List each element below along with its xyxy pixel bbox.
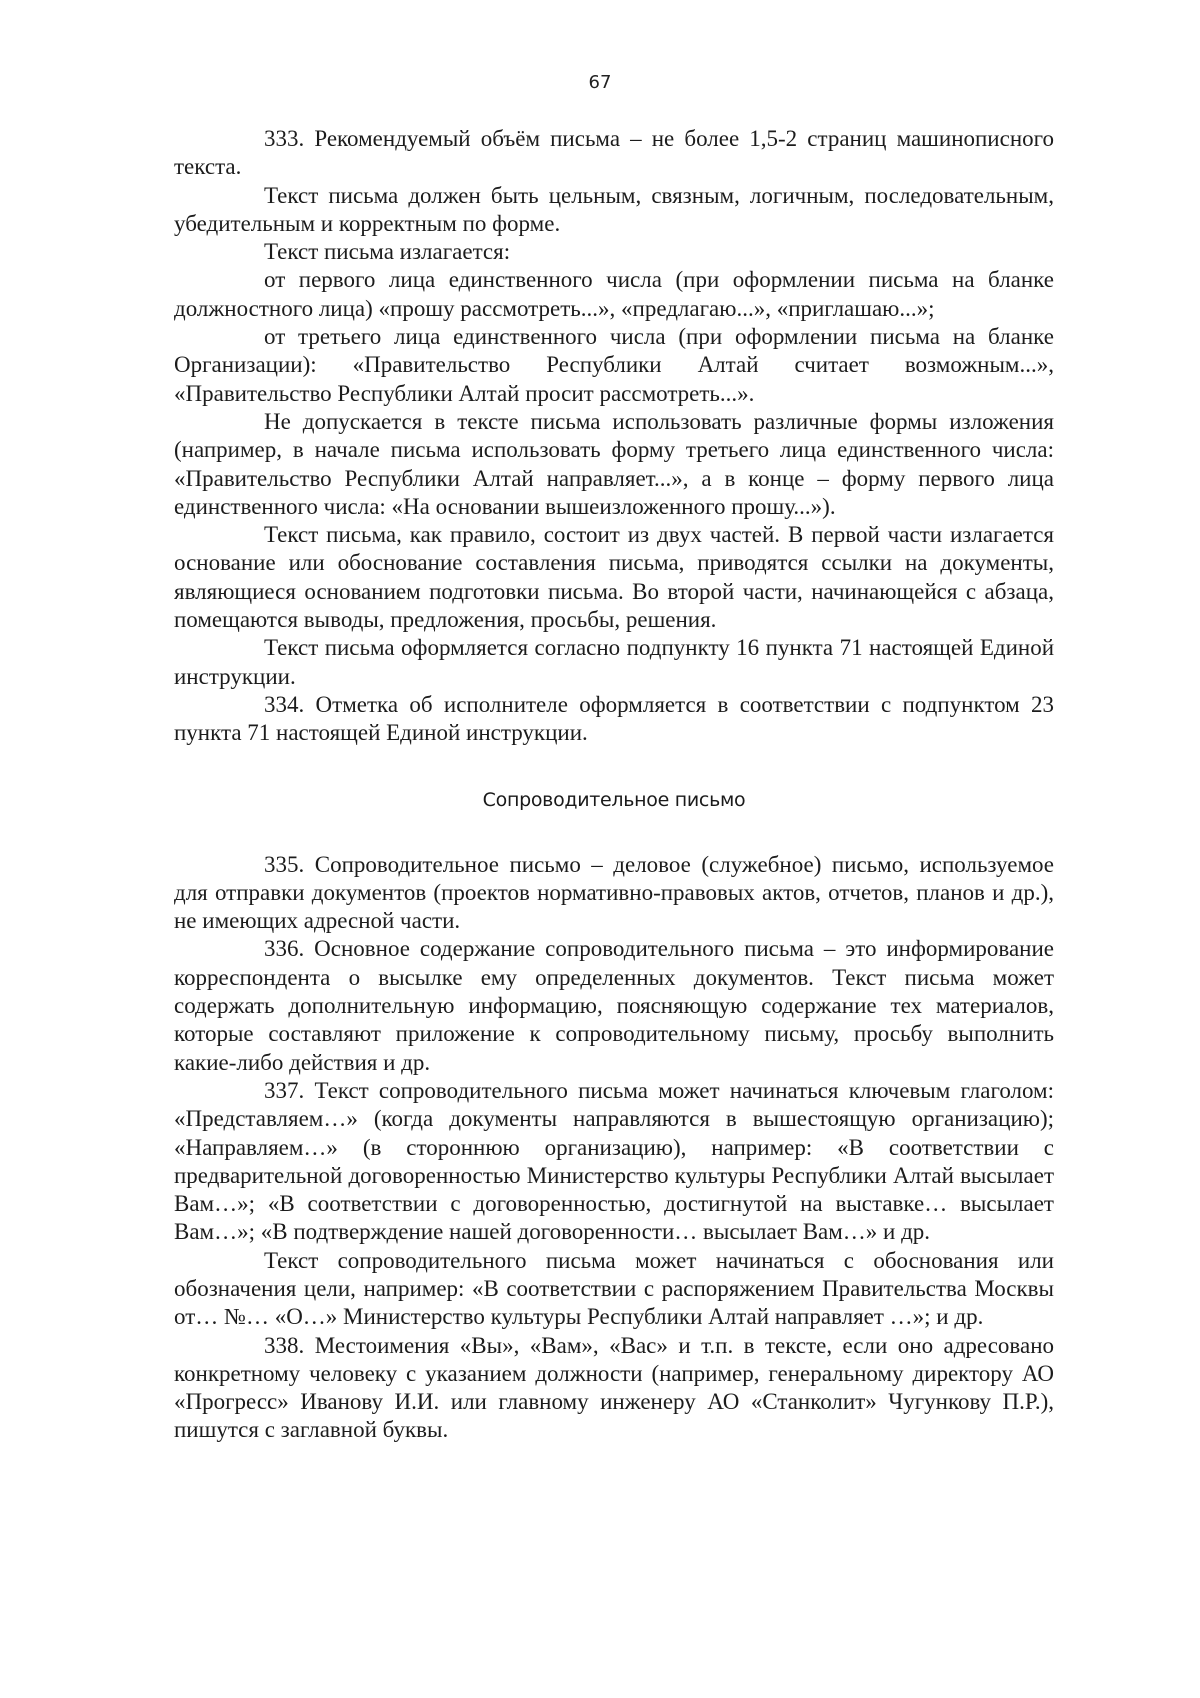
paragraph-333: 333. Рекомендуемый объём письма – не более 1,5-2 страниц машинописного текста. [174, 126, 1054, 180]
document-body [174, 125, 1054, 1445]
paragraph-text-presented: Текст письма излагается: [264, 239, 511, 265]
paragraph-mixed-forms: Не допускается в тексте письма использовать различные формы изложения (например, в начале письма использовать форму третьего лица единственного числа: «Правительство Республики Алтай направляет...», а в конце – форму первого лица единственного числа: «На основании вышеизложенного прошу...»). [174, 408, 1054, 519]
paragraph-justification: Текст сопроводительного письма может начинаться с обоснования или обозначения цели, например: «В соответствии с распоряжением Правительства Москвы от… №… «О…» Министерство культуры Республики Алтай направляет …»; и др. [174, 1247, 1054, 1330]
paragraph-two-parts: Текст письма, как правило, состоит из двух частей. В первой части излагается основание или обоснование составления письма, приводятся ссылки на документы, являющиеся основанием подготовки письма. Во второй части, начинающейся с абзаца, помещаются выводы, предложения, просьбы, решения. [174, 522, 1054, 633]
paragraph-text-quality: Текст письма должен быть цельным, связным, логичным, последовательным, убедительным и корректным по форме. [174, 182, 1054, 236]
paragraph-336: 336. Основное содержание сопроводительного письма – это информирование корреспондента о высылке ему определенных документов. Текст письма может содержать дополнительную информацию, поясняющую содержание тех материалов, которые составляют приложение к сопроводительному письму, просьбу выполнить какие-либо действия и др. [174, 936, 1054, 1075]
section-heading: Сопроводительное письмо [482, 788, 746, 811]
paragraph-337: 337. Текст сопроводительного письма может начинаться ключевым глаголом: «Представляем…» (когда документы направляются в вышестоящую организацию); «Направляем…» (в стороннюю организацию), например: «В соответствии с предварительной договоренностью Министерство культуры Республики Алтай высылает Вам…»; «В соответствии с договоренностью, достигнутой на выставке… высылает Вам…»; «В подтверждение нашей договоренности… высылает Вам…» и др. [174, 1077, 1054, 1245]
paragraph-334: 334. Отметка об исполнителе оформляется в соответствии с подпунктом 23 пункта 71 настоящей Единой инструкции. [174, 691, 1054, 746]
paragraph-335: 335. Сопроводительное письмо – деловое (служебное) письмо, используемое для отправки документов (проектов нормативно-правовых актов, отчетов, планов и др.), не имеющих адресной части. [174, 851, 1054, 934]
paragraph-formatting: Текст письма оформляется согласно подпункту 16 пункта 71 настоящей Единой инструкции. [174, 635, 1054, 689]
page-number: 67 [588, 72, 612, 93]
paragraph-third-person: от третьего лица единственного числа (при оформлении письма на бланке Организации): «Правительство Республики Алтай считает возможным...», «Правительство Республики Алтай просит рассмотреть...». [174, 324, 1054, 406]
paragraph-338: 338. Местоимения «Вы», «Вам», «Вас» и т.п. в тексте, если оно адресовано конкретному человеку с указанием должности (например, генеральному директору АО «Прогресс» Иванову И.И. или главному инженеру АО «Станколит» Чугункову П.Р.), пишутся с заглавной буквы. [174, 1332, 1054, 1443]
paragraph-first-person: от первого лица единственного числа (при оформлении письма на бланке должностного лица) «прошу рассмотреть...», «предлагаю...», «приглашаю...»; [174, 267, 1054, 321]
